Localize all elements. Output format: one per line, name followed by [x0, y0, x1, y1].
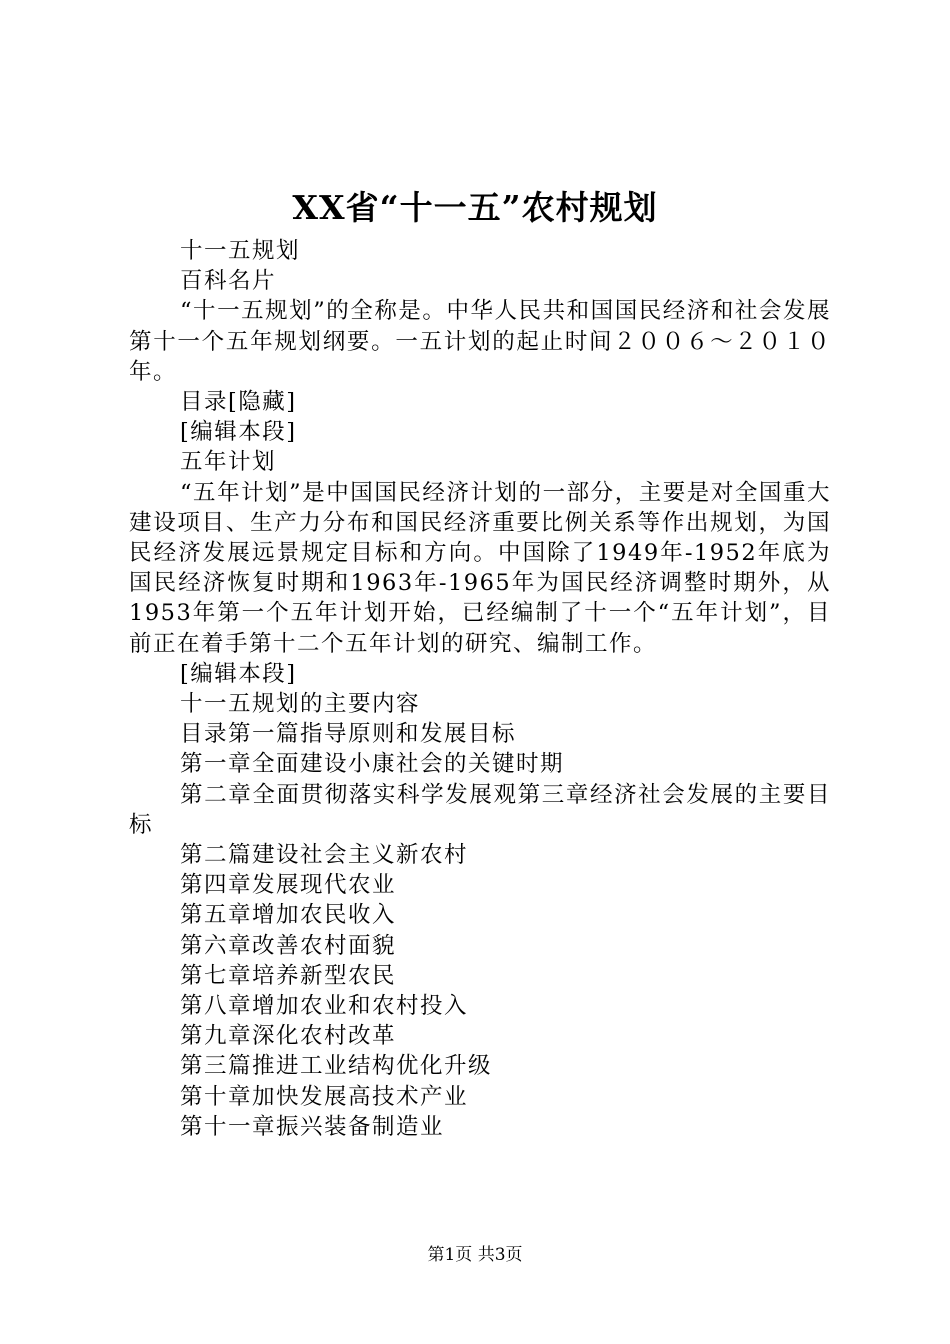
- paragraph: 第十一章振兴装备制造业: [180, 1113, 445, 1140]
- paragraph: “十一五规划”的全称是。中华人民共和国国民经济和社会发展第十一个五年规划纲要。一五计划的起止时间２００６～２０１０年。: [129, 298, 831, 385]
- paragraph: 第十章加快发展高技术产业: [180, 1083, 469, 1110]
- paragraph: 第二章全面贯彻落实科学发展观第三章经济社会发展的主要目标: [129, 781, 831, 838]
- paragraph: 五年计划: [180, 449, 277, 476]
- paragraph: [编辑本段]: [180, 660, 297, 687]
- paragraph: “五年计划”是中国国民经济计划的一部分，主要是对全国重大建设项目、生产力分布和国民经济重要比例关系等作出规划，为国民经济发展远景规定目标和方向。中国除了1949年-1952年底为国民经济恢复时期和1963年-1965年为国民经济调整时期外，从1953年第一个五年计划开始，已经编制了十一个“五年计划”，目前正在着手第十二个五年计划的研究、编制工作。: [129, 479, 831, 657]
- paragraph: 第六章改善农村面貌: [180, 932, 397, 959]
- paragraph: 第九章深化农村改革: [180, 1023, 397, 1050]
- paragraph: 目录第一篇指导原则和发展目标: [180, 721, 517, 748]
- paragraph: 十一五规划: [180, 238, 301, 264]
- paragraph: 第三篇推进工业结构优化升级: [180, 1053, 493, 1080]
- paragraph: 第四章发展现代农业: [180, 872, 397, 899]
- page-number-footer: 第1页 共3页: [427, 1245, 523, 1265]
- paragraph: 百科名片: [180, 268, 277, 295]
- document-body: [129, 236, 831, 1142]
- paragraph: 十一五规划的主要内容: [180, 691, 421, 718]
- paragraph: 目录[隐藏]: [180, 389, 297, 416]
- paragraph: 第二篇建设社会主义新农村: [180, 842, 469, 869]
- paragraph: 第七章培养新型农民: [180, 962, 397, 989]
- paragraph: 第八章增加农业和农村投入: [180, 993, 469, 1020]
- paragraph: [编辑本段]: [180, 419, 297, 446]
- document-title: XX省“十一五”农村规划: [292, 188, 658, 227]
- paragraph: 第一章全面建设小康社会的关键时期: [180, 751, 565, 778]
- paragraph: 第五章增加农民收入: [180, 902, 397, 929]
